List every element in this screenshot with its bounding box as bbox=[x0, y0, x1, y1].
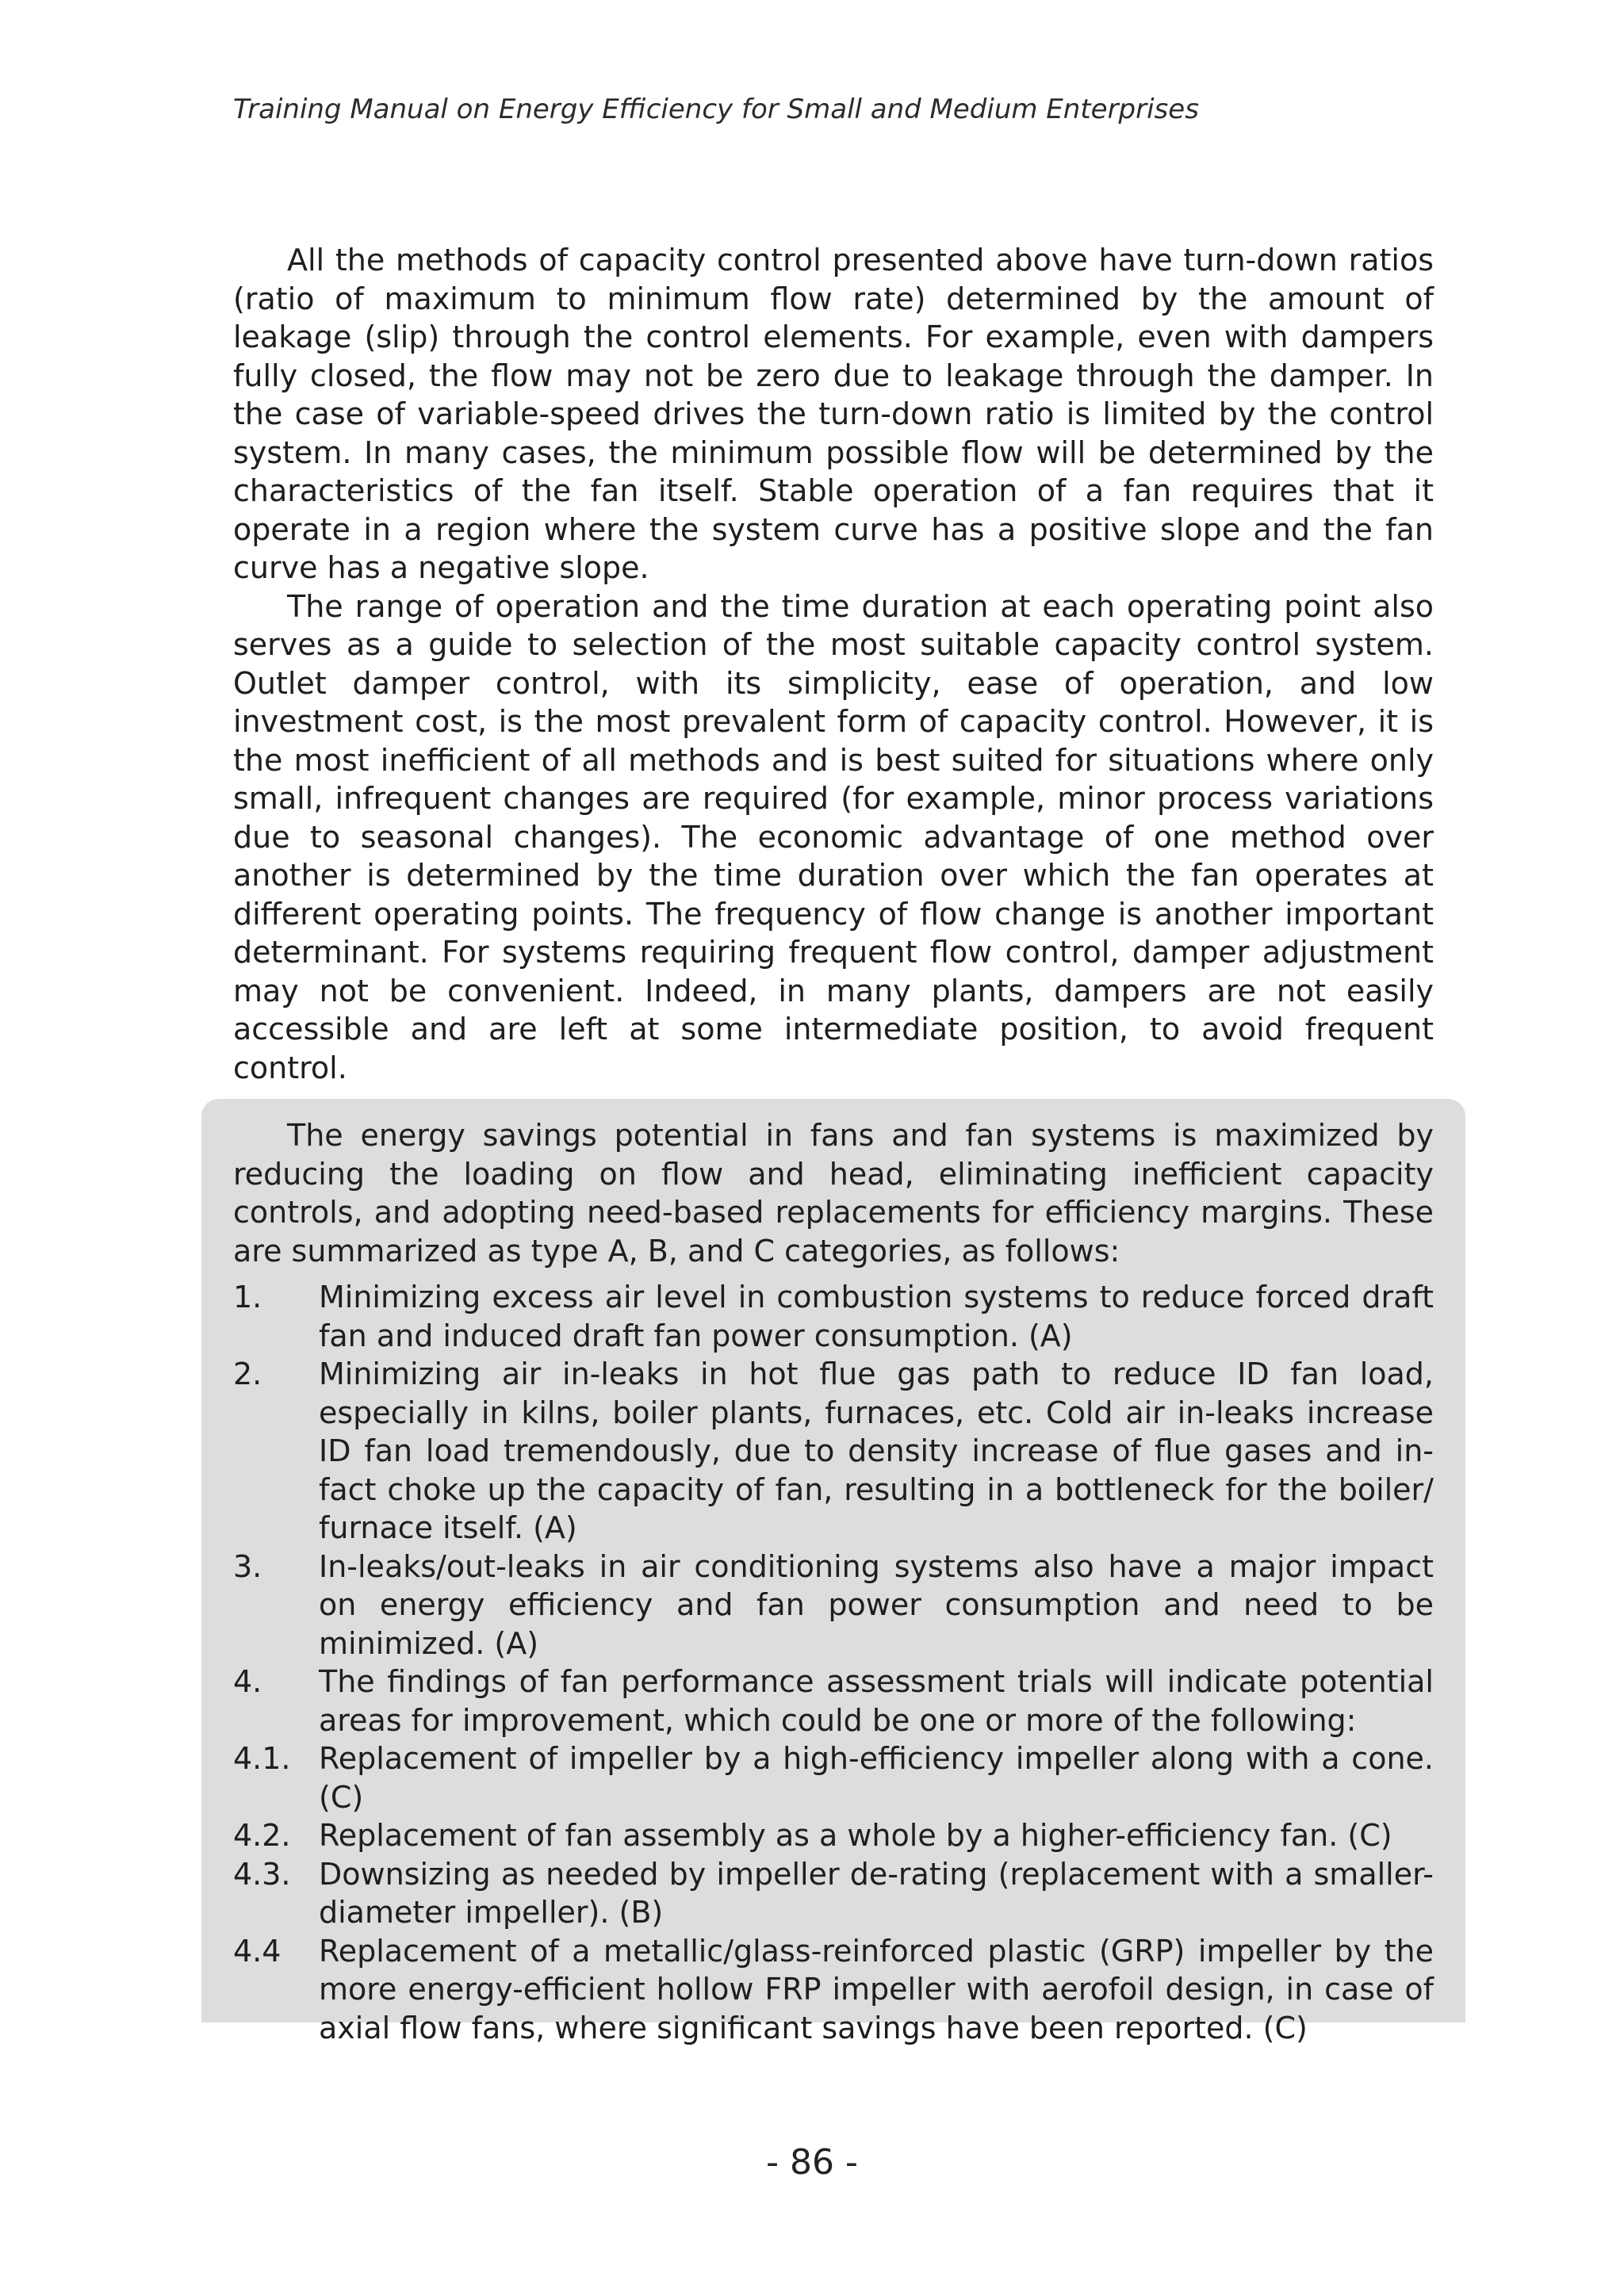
list-item-number: 4. bbox=[233, 1664, 262, 1699]
savings-list bbox=[233, 1278, 1434, 2047]
list-item bbox=[233, 1932, 1434, 2048]
list-item-number: 4.4 bbox=[233, 1933, 282, 1969]
list-item-text: Downsizing as needed by impeller de-rating (replacement with a smaller-diameter impeller). (B) bbox=[319, 1856, 1434, 1930]
main-text bbox=[233, 241, 1434, 1087]
callout-box-text bbox=[233, 1116, 1434, 2047]
paragraph-turn-down-ratios: All the methods of capacity control presented above have turn-down ratios (ratio of maximum to minimum flow rate) determined by the amount of leakage (slip) through the control elements. For example, even with dampers fully closed, the flow may not be zero due to leakage through the damper. In the case of variable-speed drives the turn-down ratio is limited by the control system. In many cases, the minimum possible flow will be determined by the characteristics of the fan itself. Stable operation of a fan requires that it operate in a region where the system curve has a positive slope and the fan curve has a negative slope. bbox=[233, 243, 1434, 585]
list-item-number: 4.3. bbox=[233, 1856, 291, 1892]
page-number: - 86 - bbox=[766, 2142, 858, 2183]
list-item bbox=[233, 1855, 1434, 1932]
list-item-number: 2. bbox=[233, 1357, 262, 1391]
list-item-number: 4.2. bbox=[233, 1818, 291, 1853]
list-item bbox=[233, 1739, 1434, 1816]
list-item-number: 4.1. bbox=[233, 1741, 291, 1776]
list-item bbox=[233, 1816, 1434, 1855]
list-item-text: Replacement of impeller by a high-efficiency impeller along with a cone. (C) bbox=[319, 1741, 1434, 1815]
list-item bbox=[233, 1355, 1434, 1548]
list-item-text: Replacement of fan assembly as a whole by a higher-efficiency fan. (C) bbox=[319, 1818, 1392, 1853]
list-item-text: The findings of fan performance assessment trials will indicate potential areas for improvement, which could be one or more of the following: bbox=[319, 1664, 1434, 1738]
list-item-text: In-leaks/out-leaks in air conditioning systems also have a major impact on energy efficiency and fan power consumption and need to be minimized. (A) bbox=[319, 1548, 1434, 1661]
list-item bbox=[233, 1548, 1434, 1663]
paragraph-range-of-operation: The range of operation and the time duration at each operating point also serves as a guide to selection of the most suitable capacity control system. Outlet damper control, with its simplicity, ease of operation, and low investment cost, is the most prevalent form of capacity control. However, it is the most inefficient of all methods and is best suited for situations where only small, infrequent changes are required (for example, minor process variations due to seasonal changes). The economic advantage of one method over another is determined by the time duration over which the fan operates at different operating points. The frequency of flow change is another important determinant. For systems requiring frequent flow control, damper adjustment may not be convenient. Indeed, in many plants, dampers are not easily accessible and are left at some intermediate position, to avoid frequent control. bbox=[233, 588, 1434, 1085]
list-item bbox=[233, 1663, 1434, 1739]
list-item bbox=[233, 1278, 1434, 1355]
running-header: Training Manual on Energy Efficiency for Small and Medium Enterprises bbox=[233, 94, 1199, 125]
list-item-text: Minimizing air in-leaks in hot flue gas path to reduce ID fan load, especially in kilns, boiler plants, furnaces, etc. Cold air in-leaks increase ID fan load tremendously, due to density increase of flue gases and in-fact choke up the capacity of fan, resulting in a bottleneck for the boiler/ furnace itself. (A) bbox=[319, 1357, 1434, 1545]
list-item-text: Minimizing excess air level in combustion systems to reduce forced draft fan and induced draft fan power consumption. (A) bbox=[319, 1280, 1434, 1353]
list-item-text: Replacement of a metallic/glass-reinforced plastic (GRP) impeller by the more energy-efficient hollow FRP impeller with aerofoil design, in case of axial flow fans, where significant savings have been reported. (C) bbox=[319, 1933, 1434, 2045]
list-item-number: 3. bbox=[233, 1548, 262, 1584]
list-item-number: 1. bbox=[233, 1280, 262, 1314]
callout-intro: The energy savings potential in fans and fan systems is maximized by reducing the loading on flow and head, eliminating inefficient capacity controls, and adopting need-based replacements for efficiency margins. These are summarized as type A, B, and C categories, as follows: bbox=[233, 1118, 1434, 1269]
